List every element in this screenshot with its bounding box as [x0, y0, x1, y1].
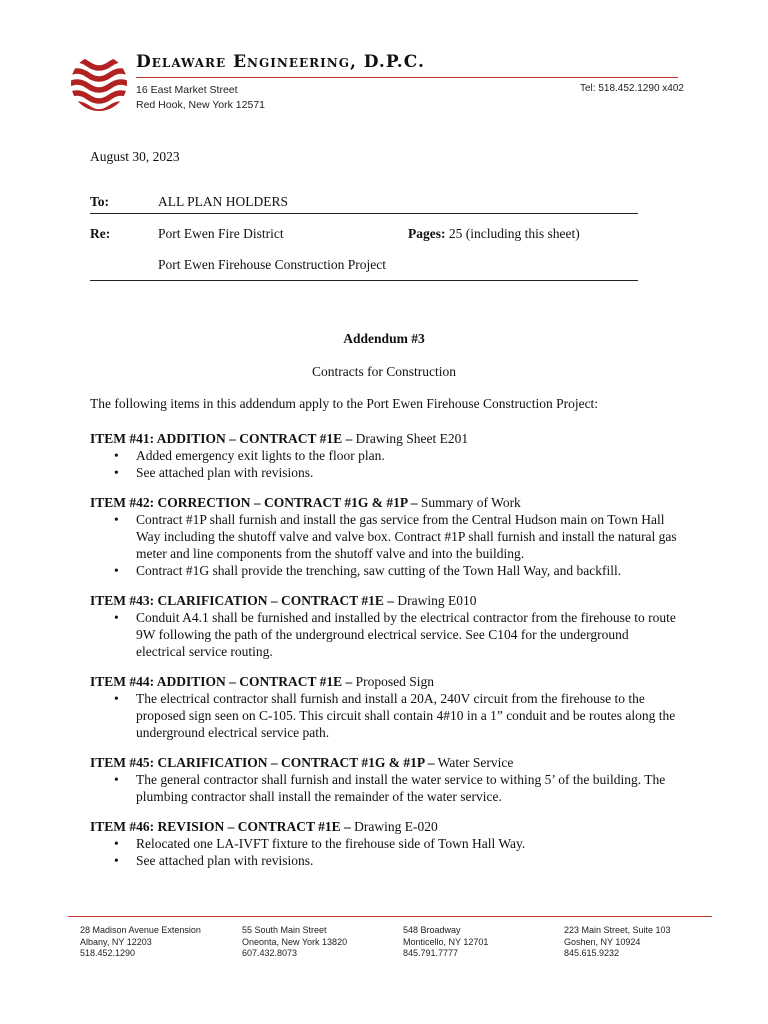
addendum-item [90, 754, 680, 805]
addendum-items [90, 430, 680, 882]
list-item [90, 852, 680, 869]
pages-label: Pages: [408, 226, 446, 241]
list-item [90, 511, 680, 562]
item-heading [90, 494, 680, 511]
bullet-icon: • [114, 610, 119, 625]
list-item [90, 562, 680, 579]
footer-office-phone: 845.615.9232 [564, 948, 620, 958]
item-title: ITEM #46: REVISION – CONTRACT #1E – [90, 819, 351, 834]
item-heading [90, 754, 680, 771]
footer-office-oneonta [242, 925, 347, 960]
footer-office-line: Monticello, NY 12701 [403, 936, 489, 947]
footer-office-phone: 845.791.7777 [403, 948, 459, 958]
bullet-text: See attached plan with revisions. [136, 853, 314, 868]
item-heading [90, 430, 680, 447]
bullet-icon: • [114, 836, 119, 851]
item-heading [90, 592, 680, 609]
company-logo [68, 54, 130, 112]
bullet-icon: • [114, 853, 119, 868]
footer-office-goshen [564, 925, 671, 960]
list-item [90, 690, 680, 741]
footer-divider [68, 916, 712, 917]
item-bullet-list [90, 511, 680, 579]
addendum-item [90, 673, 680, 741]
footer-office-line: 223 Main Street, Suite 103 [564, 925, 671, 935]
list-item [90, 771, 680, 805]
item-bullet-list [90, 835, 680, 869]
item-reference: Drawing E010 [394, 593, 477, 608]
to-recipient: ALL PLAN HOLDERS [158, 194, 288, 209]
bullet-text: The electrical contractor shall furnish and install a 20A, 240V circuit from the firehouse to the proposed sign seen on C-105. This circuit shall contain 4#10 in a 1” conduit and be routes along the underground electrical service path. [136, 691, 676, 740]
list-item [90, 835, 680, 852]
item-title: ITEM #42: CORRECTION – CONTRACT #1G & #1P – [90, 495, 418, 510]
footer-office-line: Albany, NY 12203 [80, 936, 152, 947]
footer-office-phone: 607.432.8073 [242, 948, 298, 958]
addendum-item [90, 430, 680, 481]
item-heading [90, 818, 680, 835]
item-bullet-list [90, 771, 680, 805]
item-reference: Drawing Sheet E201 [352, 431, 469, 446]
addendum-title: Addendum #3 [343, 331, 425, 346]
addendum-item [90, 592, 680, 660]
company-telephone: Tel: 518.452.1290 x402 [580, 83, 684, 94]
addendum-item [90, 818, 680, 869]
re-label: Re: [90, 226, 111, 241]
item-bullet-list [90, 609, 680, 660]
company-name: Delaware Engineering, D.P.C. [136, 52, 425, 72]
address-line-2: Red Hook, New York 12571 [136, 99, 265, 111]
header-divider [136, 77, 678, 78]
bullet-text: Contract #1G shall provide the trenching, saw cutting of the Town Hall Way, and backfill. [136, 563, 622, 578]
item-reference: Proposed Sign [352, 674, 435, 689]
item-reference: Drawing E-020 [350, 819, 438, 834]
list-item [90, 447, 680, 464]
item-title: ITEM #45: CLARIFICATION – CONTRACT #1G & #1P – [90, 755, 435, 770]
address-line-1: 16 East Market Street [136, 84, 238, 96]
bullet-text: Conduit A4.1 shall be furnished and installed by the electrical contractor from the firehouse to route 9W following the path of the underground electrical service. See C104 for the underground electrical service routing. [136, 610, 676, 659]
item-bullet-list [90, 690, 680, 741]
letter-date: August 30, 2023 [90, 149, 180, 164]
re-district: Port Ewen Fire District [158, 226, 284, 241]
list-item [90, 464, 680, 481]
re-divider [90, 280, 638, 281]
pages-count: 25 (including this sheet) [445, 226, 580, 241]
item-title: ITEM #41: ADDITION – CONTRACT #1E – [90, 431, 353, 446]
item-reference: Water Service [434, 755, 514, 770]
footer-office-line: Goshen, NY 10924 [564, 936, 641, 947]
bullet-text: See attached plan with revisions. [136, 465, 314, 480]
footer-office-albany [80, 925, 201, 960]
item-bullet-list [90, 447, 680, 481]
list-item [90, 609, 680, 660]
addendum-intro: The following items in this addendum apply to the Port Ewen Firehouse Construction Project: [90, 396, 599, 411]
item-title: ITEM #44: ADDITION – CONTRACT #1E – [90, 674, 353, 689]
to-label: To: [90, 194, 110, 209]
footer-office-monticello [403, 925, 488, 960]
company-address [136, 83, 265, 113]
bullet-text: The general contractor shall furnish and install the water service to withing 5’ of the building. The plumbing contractor shall install the remainder of the water service. [136, 772, 666, 804]
re-project: Port Ewen Firehouse Construction Project [158, 257, 386, 272]
bullet-icon: • [114, 448, 119, 463]
footer-office-line: 28 Madison Avenue Extension [80, 925, 201, 935]
addendum-subtitle: Contracts for Construction [312, 364, 456, 379]
pages-info [408, 226, 580, 242]
bullet-text: Contract #1P shall furnish and install the gas service from the Central Hudson main on Town Hall Way including the shutoff valve and valve box. Contract #1P shall furnish and install the natural gas meter and line components from the shutoff valve and into the building. [136, 512, 677, 561]
to-divider [90, 213, 638, 214]
bullet-icon: • [114, 691, 119, 706]
bullet-text: Relocated one LA-IVFT fixture to the firehouse side of Town Hall Way. [136, 836, 526, 851]
bullet-text: Added emergency exit lights to the floor plan. [136, 448, 385, 463]
bullet-icon: • [114, 465, 119, 480]
bullet-icon: • [114, 772, 119, 787]
bullet-icon: • [114, 563, 119, 578]
footer-office-line: 548 Broadway [403, 925, 461, 935]
bullet-icon: • [114, 512, 119, 527]
footer-office-line: Oneonta, New York 13820 [242, 936, 348, 947]
footer-office-line: 55 South Main Street [242, 925, 327, 935]
addendum-item [90, 494, 680, 579]
footer-office-phone: 518.452.1290 [80, 948, 136, 958]
item-reference: Summary of Work [417, 495, 521, 510]
item-heading [90, 673, 680, 690]
item-title: ITEM #43: CLARIFICATION – CONTRACT #1E – [90, 593, 395, 608]
